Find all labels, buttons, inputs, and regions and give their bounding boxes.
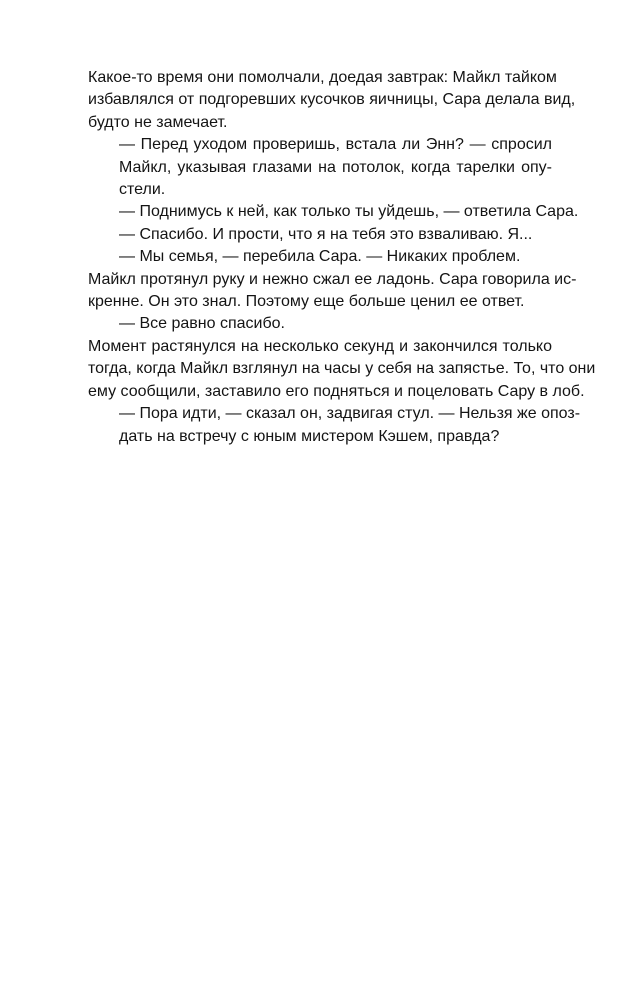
paragraph-6 bbox=[88, 269, 577, 314]
text-line: — Поднимусь к ней, как только ты уйдешь, — ответила Сара. bbox=[119, 203, 579, 221]
text-line: будто не замечает. bbox=[88, 113, 228, 131]
paragraph-3 bbox=[88, 201, 579, 223]
paragraph-9 bbox=[88, 403, 581, 448]
text-line: Какое-то время они помолчали, доедая завтрак: Майкл тайком bbox=[88, 69, 557, 86]
text-line: стели. bbox=[119, 181, 166, 199]
paragraph-8 bbox=[88, 336, 596, 403]
text-line: кренне. Он это знал. Поэтому еще больше ценил ее ответ. bbox=[88, 293, 525, 311]
text-line: дать на встречу с юным мистером Кэшем, правда? bbox=[119, 427, 500, 445]
page-text bbox=[88, 67, 596, 448]
paragraph-4 bbox=[88, 224, 552, 246]
paragraph-1 bbox=[88, 67, 576, 134]
text-line: — Мы семья, — перебила Сара. — Никаких проблем. bbox=[119, 248, 521, 266]
text-line: Майкл протянул руку и нежно сжал ее ладонь. Сара говорила ис- bbox=[88, 270, 577, 288]
text-line: — Перед уходом проверишь, встала ли Энн? — спросил bbox=[119, 136, 552, 154]
text-line: тогда, когда Майкл взглянул на часы у себя на запястье. То, что они bbox=[88, 360, 596, 378]
paragraph-2 bbox=[88, 134, 552, 201]
text-line: избавлялся от подгоревших кусочков яичницы, Сара делала вид, bbox=[88, 91, 576, 109]
paragraph-7 bbox=[88, 313, 552, 335]
text-line: Майкл, указывая глазами на потолок, когда тарелки опу- bbox=[119, 158, 552, 176]
paragraph-5 bbox=[88, 246, 552, 268]
text-line: Момент растянулся на несколько секунд и закончился только bbox=[88, 337, 552, 355]
text-line: — Спасибо. И прости, что я на тебя это взваливаю. Я... bbox=[119, 225, 533, 243]
text-line: — Пора идти, — сказал он, задвигая стул. — Нельзя же опоз- bbox=[119, 405, 581, 423]
text-line: ему сообщили, заставило его подняться и поцеловать Сару в лоб. bbox=[88, 382, 585, 400]
text-line: — Все равно спасибо. bbox=[119, 315, 285, 333]
